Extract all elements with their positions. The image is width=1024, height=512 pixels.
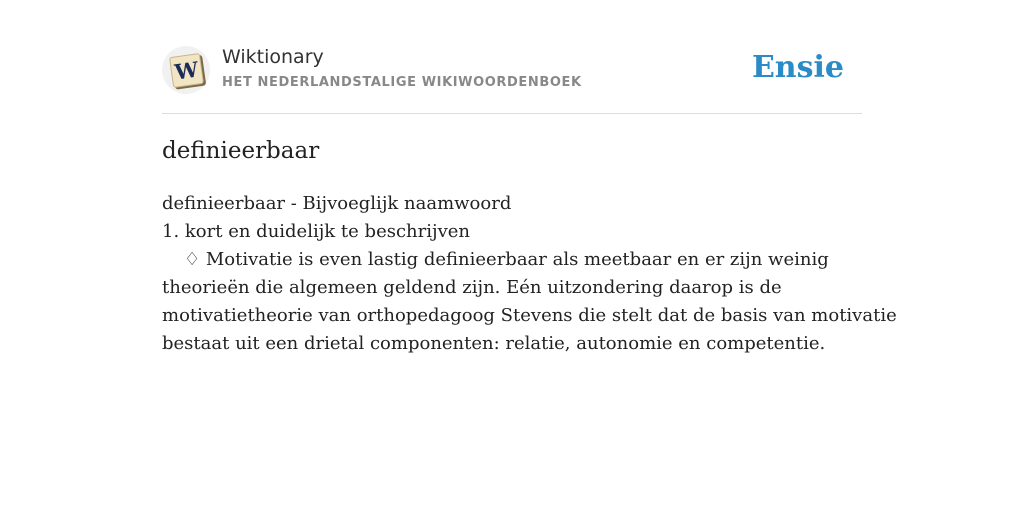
example-line-3: motivatietheorie van orthopedagoog Stevens die stelt dat de basis van motivatie [162,305,897,326]
site-header [162,46,862,96]
example-sentence [162,246,897,358]
site-tagline: HET NEDERLANDSTALIGE WIKIWOORDENBOEK [222,75,582,90]
page-title: definieerbaar [162,138,320,164]
example-line-1 [162,246,862,274]
definition-line: 1. kort en duidelijk te beschrijven [162,221,470,242]
example-text-1: Motivatie is even lastig definieerbaar als meetbaar en er zijn weinig [205,249,829,270]
entry-body [162,190,897,358]
page [162,0,897,512]
example-marker-icon: ♢ [184,249,201,270]
wiktionary-logo[interactable] [162,46,210,94]
wiktionary-tile-icon: W [169,53,204,88]
example-line-2: theorieën die algemeen geldend zijn. Eén uitzondering daarop is de [162,277,782,298]
example-line-4: bestaat uit een drietal componenten: relatie, autonomie en competentie. [162,333,826,354]
part-of-speech-line: definieerbaar - Bijvoeglijk naamwoord [162,193,512,214]
ensie-brand-logo[interactable]: Ensie [751,50,844,85]
header-divider [162,113,862,114]
site-name[interactable]: Wiktionary [222,46,324,68]
